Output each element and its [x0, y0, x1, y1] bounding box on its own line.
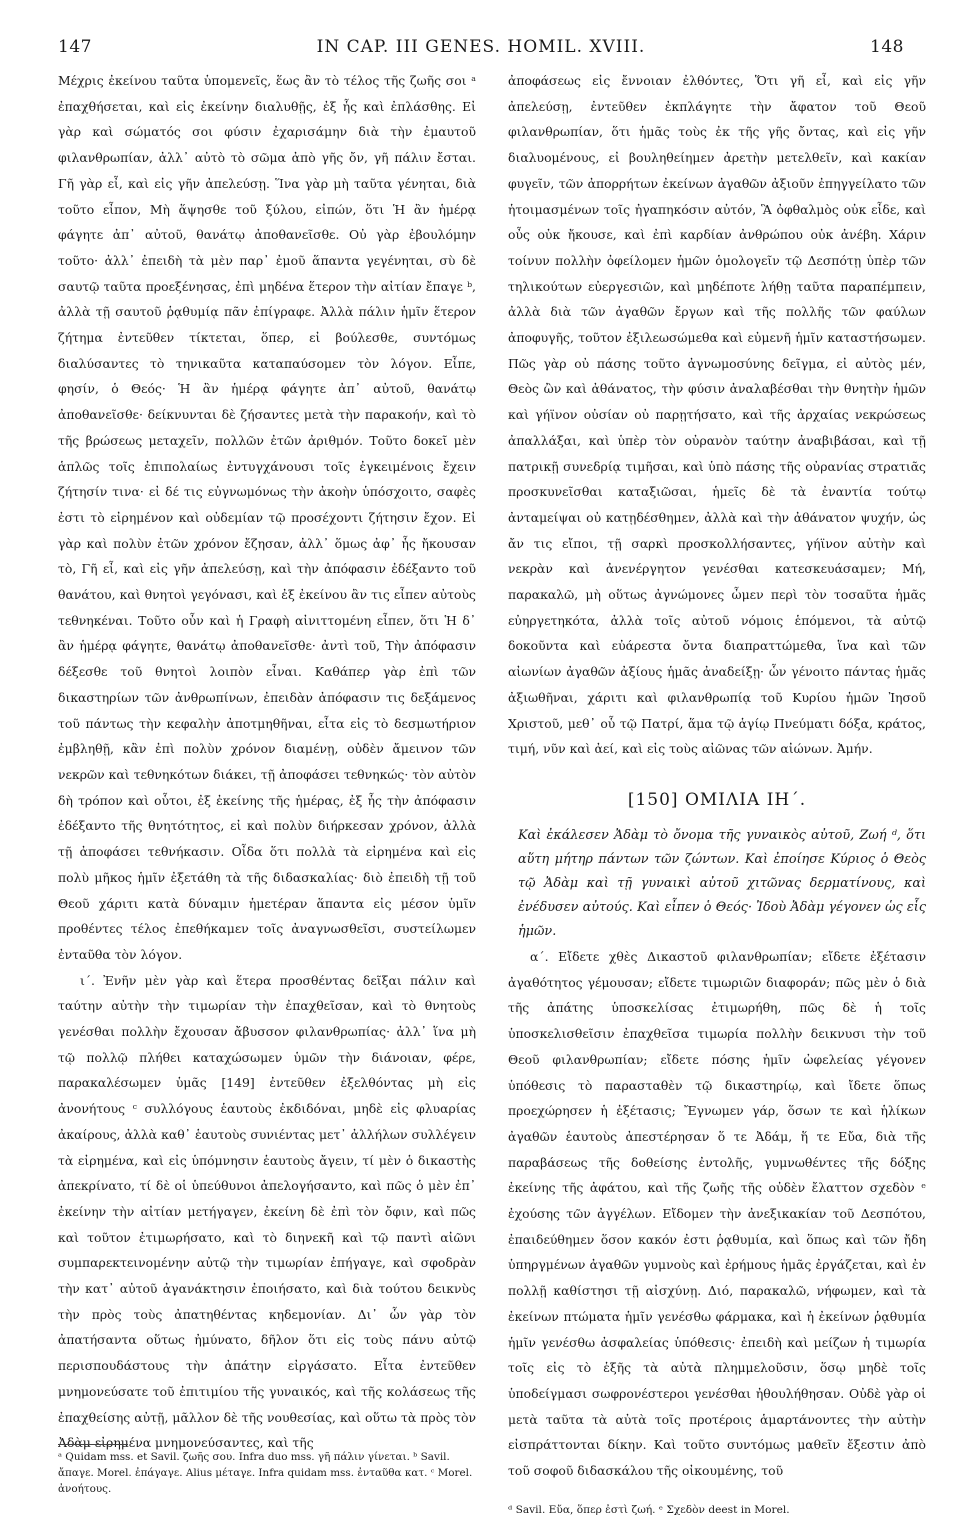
right-column [508, 68, 926, 1500]
scripture-verse: Καὶ ἐκάλεσεν Ἀδὰμ τὸ ὄνομα τῆς γυναικὸς αὐτοῦ, Ζωή ᵈ, ὅτι αὕτη μήτηρ πάντων τῶν ζώντων. Καὶ ἐποίησε Κύριος ὁ Θεὸς τῷ Ἀδὰμ καὶ τῇ γυναικὶ αὐτοῦ χιτῶνας δερματίνους, καὶ ἐνέδυσεν αὐτούς. Καὶ εἶπεν ὁ Θεός· Ἰδοὺ Ἀδὰμ γέγονεν ὡς εἷς ἡμῶν. [518, 827, 926, 939]
left-column [58, 68, 476, 1500]
left-page-number: 147 [58, 37, 92, 57]
left-paragraph-1: Μέχρις ἐκείνου ταῦτα ὑπομενεῖς, ἕως ἂν τὸ τέλος τῆς ζωῆς σοι ᵃ ἐπαχθήσεται, καὶ εἰς ἐκείνην διαλυθῇς, ἐξ ἧς καὶ ἐπλάσθης. Εἰ γὰρ καὶ σώματός σοι φύσιν ἐχαρισάμην διὰ τὴν ἐμαυτοῦ φιλανθρωπίαν, ἀλλ᾽ αὐτὸ τὸ σῶμα ἀπὸ γῆς ὄν, γῆ πάλιν ἔσται. Γῆ γὰρ εἶ, καὶ εἰς γῆν ἀπελεύσῃ. Ἵνα γὰρ μὴ ταῦτα γένηται, διὰ τοῦτο εἶπον, Μὴ ἅψησθε τοῦ ξύλου, εἰπών, ὅτι Ἡ ἂν ἡμέρᾳ φάγητε ἀπ᾽ αὐτοῦ, θανάτῳ ἀποθανεῖσθε. Οὐ γὰρ ἐβουλόμην τοῦτο· ἀλλ᾽ ἐπειδὴ τὰ μὲν παρ᾽ ἐμοῦ ἅπαντα γεγένηται, σὺ δὲ σαυτῷ ταῦτα προεξένησας, ἐπὶ μηδένα ἕτερον τὴν αἰτίαν ἔπαγε ᵇ, ἀλλὰ τῇ σαυτοῦ ῥᾳθυμίᾳ πᾶν ἐπίγραφε. Ἀλλὰ πάλιν ἡμῖν ἕτερον ζήτημα ἐντεῦθεν τίκτεται, ὅπερ, εἰ βούλεσθε, συντόμως διαλύσαντες τὸ τηνικαῦτα καταπαύσομεν τὸν λόγον. Εἶπε, φησίν, ὁ Θεός· Ἡ ἂν ἡμέρᾳ φάγητε ἀπ᾽ αὐτοῦ, θανάτῳ ἀποθανεῖσθε· δείκνυνται δὲ ζήσαντες μετὰ τὴν παρακοήν, καὶ τὸ τῆς βρώσεως μεταχεῖν, πολλῶν ἐτῶν ἀριθμόν. Τοῦτο δοκεῖ μὲν ἁπλῶς τοῖς ἐπιπολαίως ἐντυγχάνουσι τοῖς ἐγκειμένοις ἔχειν ζήτησίν τινα· εἰ δέ τις εὐγνωμόνως τὴν ἀκοὴν ὑπόσχοιτο, σαφὲς ἐστι τὸ εἰρημένον καὶ οὐδεμίαν τῷ προσέχοντι ζήτησιν ἔχον. Εἰ γὰρ καὶ πολὺν ἐτῶν χρόνον ἔζησαν, ἀλλ᾽ ὅμως ἀφ᾽ ἧς ἤκουσαν τὸ, Γῆ εἶ, καὶ εἰς γῆν ἀπελεύσῃ, καὶ τὴν ἀπόφασιν ἐδέξαντο τοῦ θανάτου, καὶ θνητοὶ γεγόνασι, καὶ ἐξ ἐκείνου ἂν τις εἶπεν αὐτοὺς τεθνηκέναι. Τοῦτο οὖν καὶ ἡ Γραφὴ αἰνιττομένη εἶπεν, ὅτι Ἡ δ᾽ ἂν ἡμέρᾳ φάγητε, θανάτῳ ἀποθανεῖσθε· ἀντὶ τοῦ, Τὴν ἀπόφασιν δέξεσθε τοῦ θνητοὶ λοιπὸν εἶναι. Καθάπερ γὰρ ἐπὶ τῶν δικαστηρίων τῶν ἀνθρωπίνων, ἐπειδὰν ἀπόφασιν τις δεξάμενος τοῦ πάντως τὴν κεφαλὴν ἀποτμηθῆναι, εἶτα εἰς τὸ δεσμωτήριον ἐμβληθῇ, κἂν ἐπὶ πολὺν χρόνον διαμένῃ, οὐδὲν ἄμεινον τῶν νεκρῶν καὶ τεθνηκότων διάκει, τῇ ἀποφάσει τεθνηκώς· τὸν αὐτὸν δὴ τρόπον καὶ οὗτοι, ἐξ ἐκείνης τῆς ἡμέρας, ἐξ ἧς τὴν ἀπόφασιν ἐδέξαντο τῆς θνητότητος, εἰ καὶ πολὺν διήρκεσαν χρόνον, ἀλλὰ τῇ ἀποφάσει τεθνήκασιν. Οἶδα ὅτι πολλὰ τὰ εἰρημένα καὶ εἰς πολὺ μῆκος ἡμῖν ἐξετάθη τὰ τῆς διδασκαλίας· διὸ ἐπειδὴ τῇ τοῦ Θεοῦ χάριτι κατὰ δύναμιν ἡμετέραν ἅπαντα εἰς μέσον ὑμῖν προθέντες τέλος ἐπεθήκαμεν τοῖς ἀναγνωσθεῖσι, συστείλωμεν ἐνταῦθα τὸν λόγον. [58, 73, 476, 962]
running-title: IN CAP. III GENES. HOMIL. XVIII. [316, 37, 646, 57]
left-paragraph-2: ι΄. Ἐνῆν μὲν γὰρ καὶ ἕτερα προσθέντας δεῖξαι πάλιν καὶ ταύτην αὐτὴν τὴν τιμωρίαν τὴν ἐπαχθεῖσαν, καὶ τὸ θνητοὺς γενέσθαι πολλὴν ἔχουσαν ἄβυσσον φιλανθρωπίας· ἀλλ᾽ ἵνα μὴ τῷ πολλῷ πλήθει καταχώσωμεν ὑμῶν τὴν διάνοιαν, φέρε, παρακαλέσωμεν ὑμᾶς [149] ἐντεῦθεν ἐξελθόντας μὴ εἰς ἀνονήτους ᶜ συλλόγους ἑαυτοὺς ἐκδιδόναι, μηδὲ εἰς φλυαρίας ἀκαίρους, ἀλλὰ καθ᾽ ἑαυτοὺς συνιέντας μετ᾽ ἀλλήλων συλλέγειν τὰ εἰρημένα, καὶ εἰς ὑπόμνησιν ἑαυτοὺς ἄγειν, τί μὲν ὁ δικαστὴς ἀπεκρίνατο, τί δὲ οἱ ὑπεύθυνοι ἀπελογήσαντο, καὶ πῶς ὁ μὲν ἐπ᾽ ἐκείνην τὴν αἰτίαν μετήγαγεν, ἐκείνη δὲ ἐπὶ τὸν ὄφιν, καὶ πῶς καὶ τοῦτον ἐτιμωρήσατο, καὶ τὸ διηνεκῆ καὶ τῷ παντὶ αἰῶνι συμπαρεκτεινομένην αὐτῷ τὴν τιμωρίαν ἐπήγαγε, καὶ σφοδρὰν τὴν κατ᾽ αὐτοῦ ἀγανάκτησιν ἐποιήσατο, καὶ διὰ τούτου δεικνὺς τὴν πρὸς τοὺς ἀπατηθέντας κηδεμονίαν. Δι᾽ ὧν γὰρ τὸν ἀπατήσαντα οὕτως ἠμύνατο, δῆλον ὅτι εἰς τοὺς πάνυ αὐτῷ περισπουδάστους τὴν ἀπάτην εἰργάσατο. Εἶτα ἐντεῦθεν μνημονεύσατε τοῦ ἐπιτιμίου τῆς γυναικός, καὶ τῆς κολάσεως τῆς ἐπαχθείσης αὐτῇ, μᾶλλον δὲ τῆς νουθεσίας, καὶ οὕτω τὰ πρὸς τὸν Ἀδὰμ εἰρημένα μνημονεύσαντες, καὶ τῆς [58, 972, 476, 1451]
right-paragraph-bottom: α΄. Εἴδετε χθὲς Δικαστοῦ φιλανθρωπίαν; εἴδετε ἐξέτασιν ἀγαθότητος γέμουσαν; εἴδετε τιμωριῶν διαφοράν; πῶς μὲν ὁ διὰ τῆς ἀπάτης ὑποσκελίσας ἐτιμωρήθη, πῶς δὲ ἡ τοῖς ὑποσκελισθεῖσιν ἐπαχθεῖσα τιμωρία πολλὴν δεικνυσι τὴν τοῦ Θεοῦ φιλανθρωπίαν; εἴδετε πόσης ἡμῖν ὠφελείας γέγονεν ὑπόθεσις τὸ παρασταθὲν τῷ δικαστηρίῳ, καὶ ἴδετε ὅπως προεχώρησεν ἡ ἐξέτασις; Ἔγνωμεν γάρ, ὅσων τε καὶ ἡλίκων ἀγαθῶν ἑαυτοὺς ἀπεστέρησαν ὅ τε Ἀδάμ, ἥ τε Εὔα, διὰ τῆς παραβάσεως τῆς δοθείσης ἐντολῆς, γυμνωθέντες τῆς δόξης ἐκείνης τῆς ἀφάτου, καὶ τῆς ζωῆς τῆς οὐδὲν ἔλαττον σχεδὸν ᵉ ἐχούσης τῶν ἀγγέλων. Εἴδομεν τὴν ἀνεξικακίαν τοῦ Δεσπότου, ἐπαιδεύθημεν ὅσον κακόν ἐστι ῥᾳθυμία, καὶ ὅπως καὶ τῶν ἤδη ὑπηργμένων ἀγαθῶν γυμνοὺς καὶ ἐρήμους ἡμᾶς ἐργάζεται, καὶ ἐν πολλῇ καθίστησι τῇ αἰσχύνῃ. Διό, παρακαλῶ, νήφωμεν, καὶ τὰ ἐκείνων πτώματα ἡμῖν γενέσθω φάρμακα, καὶ ἡ ἐκείνων ῥᾳθυμία ἡμῖν γενέσθω ἀσφαλείας ὑπόθεσις· ἐπειδὴ καὶ μείζων ἡ τιμωρία τοῖς εἰς τὸ ἑξῆς τὰ αὐτὰ πλημμελοῦσιν, ὅσῳ μηδὲ τοῖς ὑποδείγμασι σωφρονέστεροι γενέσθαι ἠθουλήθησαν. Οὐδὲ γὰρ οἱ μετὰ ταῦτα τὰ αὐτὰ τοῖς προτέροις ἁμαρτάνοντες τὴν αὐτὴν εἰσπράττονται δίκην. Καὶ τοῦτο συντόμως μαθεῖν ἔξεστιν ἀπὸ τοῦ σοφοῦ διδασκάλου τῆς οἰκουμένης, τοῦ [508, 948, 926, 1479]
footnote-rule [58, 1444, 128, 1445]
homily-title: [150] ΟΜΙΛΙΑ ΙΗ΄. [627, 789, 807, 810]
left-footnote: ᵃ Quidam mss. et Savil. ζωῆς σου. Infra duo mss. γῆ πάλιν γίνεται. ᵇ Savil. ἄπαγε. Morel. ἐπάγαγε. Alius μέταγε. Infra quidam mss. ἐνταῦθα κατ. ᶜ Morel. ἀνοήτους. [58, 1451, 473, 1495]
right-paragraph-top: ἀποφάσεως εἰς ἔννοιαν ἐλθόντες, Ὅτι γῆ εἶ, καὶ εἰς γῆν ἀπελεύσῃ, ἐντεῦθεν ἐκπλάγητε τὴν ἄφατον τοῦ Θεοῦ φιλανθρωπίαν, ὅτι ἡμᾶς τοὺς ἐκ τῆς γῆς ὄντας, καὶ εἰς γῆν διαλυομένους, εἰ βουληθείημεν ἀρετὴν μετελθεῖν, καὶ κακίαν φυγεῖν, τῶν ἀπορρήτων ἐκείνων ἀγαθῶν ἀξιοῦν ἐπηγγείλατο τῶν ἡτοιμασμένων τοῖς ἠγαπηκόσιν αὐτόν, Ἃ ὀφθαλμὸς οὐκ εἶδε, καὶ οὖς οὐκ ἤκουσε, καὶ ἐπὶ καρδίαν ἀνθρώπου οὐκ ἀνέβη. Χάριν τοίνυν πολλὴν ὀφείλομεν ἡμῶν ὁμολογεῖν τῷ Δεσπότῃ ὑπὲρ τῶν τηλικούτων εὐεργεσιῶν, καὶ μηδέποτε λήθῃ ταῦτα παραπέμπειν, ἀλλὰ διὰ τῶν ἀγαθῶν ἔργων καὶ τῆς πολλῆς τῶν φαύλων ἀποφυγῆς, τοῦτον ἐξιλεωσώμεθα καὶ εὐμενῆ ἡμῖν καταστήσωμεν. Πῶς γὰρ οὐ πάσης τοῦτο ἀγνωμοσύνης δεῖγμα, εἰ αὐτὸς μέν, Θεὸς ὢν καὶ ἀθάνατος, τὴν φύσιν ἀναλαβέσθαι τὴν θνητὴν ἡμῶν καὶ γήϊνον οὐσίαν οὐ παρῃτήσατο, καὶ τῆς ἀρχαίας νεκρώσεως ἀπαλλάξαι, καὶ ὑπὲρ τὸν οὐρανὸν ταύτην ἀναβιβάσαι, καὶ τῇ πατρικῇ συνεδρίᾳ τιμῆσαι, καὶ ὑπὸ πάσης τῆς οὐρανίας στρατιᾶς προσκυνεῖσθαι καταξιῶσαι, ἡμεῖς δὲ τὰ ἐναντία τούτῳ ἀνταμείψαι οὐ κατῃδέσθημεν, ἀλλὰ καὶ τὴν ἀθάνατον ψυχήν, ὡς ἄν τις εἴποι, τῇ σαρκὶ προσκολλήσαντες, γήϊνον αὐτὴν καὶ νεκρὰν καὶ ἀνενέργητον γενέσθαι κατεσκευάσαμεν; Μή, παρακαλῶ, μὴ οὕτως ἀγνώμονες ὦμεν περὶ τὸν τοσαῦτα ἡμᾶς εὐηργετηκότα, ἀλλὰ τοῖς αὐτοῦ νόμοις ἑπόμενοι, τὰ αὐτῷ δοκοῦντα καὶ εὐάρεστα ὄντα διαπραττώμεθα, ἵνα καὶ τῶν αἰωνίων ἀγαθῶν ἀξίους ἡμᾶς ἀναδείξῃ· ὧν γένοιτο πάντας ἡμᾶς ἀξιωθῆναι, χάριτι καὶ φιλανθρωπίᾳ τοῦ Κυρίου ἡμῶν Ἰησοῦ Χριστοῦ, μεθ᾽ οὗ τῷ Πατρί, ἅμα τῷ ἁγίῳ Πνεύματι δόξα, κράτος, τιμή, νῦν καὶ ἀεί, καὶ εἰς τοὺς αἰῶνας τῶν αἰώνων. Ἀμήν. [508, 73, 926, 757]
right-footnote: ᵈ Savil. Εὔα, ὅπερ ἐστὶ ζωή. ᵉ Σχεδὸν deest in Morel. [508, 1504, 790, 1516]
left-footnotes [58, 1436, 476, 1497]
right-page-number: 148 [870, 37, 904, 57]
running-head [58, 34, 904, 60]
